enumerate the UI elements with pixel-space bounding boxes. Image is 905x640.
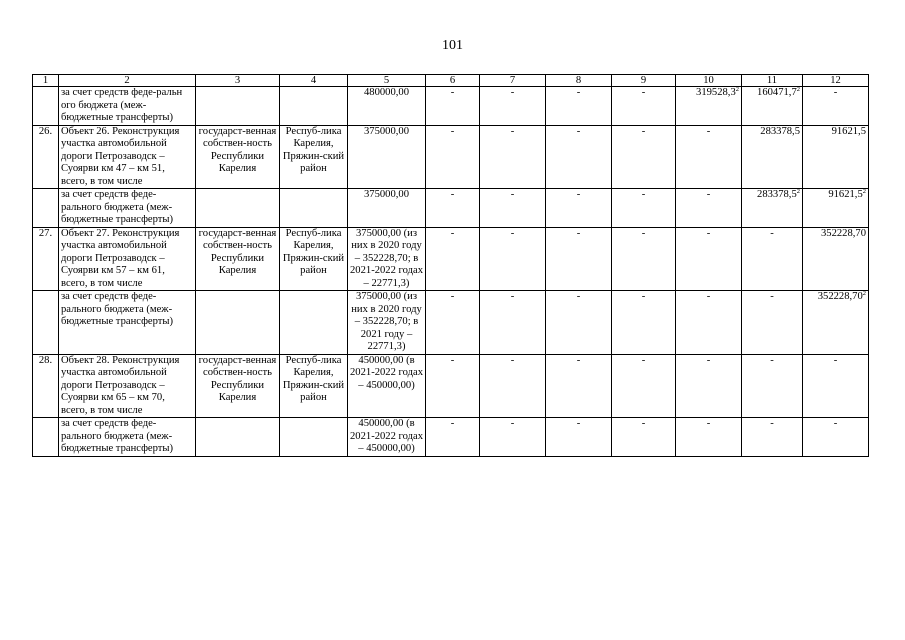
col10-cell: [676, 87, 742, 126]
col11-cell: [742, 227, 803, 291]
col10-text: -: [706, 291, 711, 302]
object-name-text: Объект 27. Реконструкция участка автомобильной дороги Петрозаводск – Суоярви км 57 – км 61, всего, в том числе: [61, 227, 180, 289]
row-number-text: 27.: [38, 227, 53, 239]
footnote-marker: 2: [796, 86, 800, 93]
table-row: [33, 227, 869, 291]
ownership-text: государст-венная собствен-ность Республики Карелия: [198, 227, 277, 276]
col11-text: -: [770, 291, 774, 302]
object-name-text: Объект 28. Реконструкция участка автомобильной дороги Петрозаводск – Суоярви км 65 – км 70, всего, в том числе: [61, 354, 180, 416]
amount-cell: [348, 354, 426, 418]
col10-cell: [676, 125, 742, 189]
col9-cell: [612, 87, 676, 126]
object-name-text: за счет средств феде-рального бюджета (меж-бюджетные трансферты): [61, 189, 174, 225]
amount-cell: [348, 227, 426, 291]
col8-text: -: [576, 125, 581, 137]
col12-cell: [803, 418, 869, 457]
object-name-cell: [59, 354, 196, 418]
col9-text: -: [641, 354, 646, 366]
object-name-text: за счет средств феде-рального бюджета (меж-бюджетные трансферты): [61, 291, 174, 327]
ownership-cell: [196, 418, 280, 457]
col12-cell: [803, 291, 869, 355]
col8-text: -: [576, 227, 581, 239]
amount-text: 375000,00: [363, 125, 410, 137]
amount-text: 480000,00: [363, 87, 410, 98]
col11-text: -: [770, 227, 774, 239]
object-name-cell: [59, 125, 196, 189]
col10-cell: [676, 189, 742, 228]
col12-cell: [803, 227, 869, 291]
ownership-text: государст-венная собствен-ность Республики Карелия: [198, 354, 277, 403]
col8-cell: [546, 189, 612, 228]
col9-text: -: [641, 291, 646, 302]
col11-cell: [742, 418, 803, 457]
col6-cell: [426, 87, 480, 126]
amount-text: 450000,00 (в 2021-2022 годах – 450000,00): [350, 354, 424, 391]
col10-text: 319528,3: [696, 87, 736, 98]
col9-text: -: [641, 125, 646, 137]
col6-text: -: [450, 227, 455, 239]
header-cell: 9: [612, 75, 676, 87]
object-name-cell: [59, 291, 196, 355]
row-number-cell: [33, 418, 59, 457]
col10-text: -: [706, 418, 711, 429]
object-name-cell: [59, 227, 196, 291]
header-cell: 7: [480, 75, 546, 87]
footnote-marker: 2: [735, 86, 739, 93]
amount-text: 450000,00 (в 2021-2022 годах – 450000,00): [350, 418, 424, 454]
header-cell: 5: [348, 75, 426, 87]
ownership-cell: [196, 87, 280, 126]
col12-text: 352228,70: [820, 227, 866, 239]
amount-cell: [348, 291, 426, 355]
col9-text: -: [641, 227, 646, 239]
location-cell: [280, 227, 348, 291]
header-cell: 6: [426, 75, 480, 87]
ownership-cell: [196, 291, 280, 355]
col9-cell: [612, 291, 676, 355]
col9-cell: [612, 418, 676, 457]
col11-text: 283378,5: [760, 125, 800, 137]
table-row: [33, 189, 869, 228]
object-name-text: за счет средств феде-ральн ого бюджета (меж-бюджетные трансферты): [61, 87, 183, 123]
col12-text: -: [833, 87, 838, 98]
col10-text: -: [706, 125, 711, 137]
header-cell: 10: [676, 75, 742, 87]
col9-text: -: [641, 418, 646, 429]
col7-text: -: [510, 125, 515, 137]
header-cell: 1: [33, 75, 59, 87]
col9-text: -: [641, 87, 646, 98]
col8-cell: [546, 291, 612, 355]
object-name-cell: [59, 87, 196, 126]
col12-cell: [803, 125, 869, 189]
col7-cell: [480, 291, 546, 355]
row-number-cell: [33, 291, 59, 355]
col11-cell: [742, 189, 803, 228]
col11-cell: [742, 291, 803, 355]
col7-text: -: [510, 227, 515, 239]
col7-cell: [480, 418, 546, 457]
col9-text: -: [641, 189, 646, 200]
col6-text: -: [450, 354, 455, 366]
col6-text: -: [450, 87, 455, 98]
col10-text: -: [706, 189, 711, 200]
col7-cell: [480, 189, 546, 228]
location-cell: [280, 418, 348, 457]
col10-cell: [676, 418, 742, 457]
col8-text: -: [576, 189, 581, 200]
col6-cell: [426, 125, 480, 189]
col7-text: -: [510, 418, 515, 429]
header-cell: 11: [742, 75, 803, 87]
amount-cell: [348, 87, 426, 126]
amount-cell: [348, 125, 426, 189]
col6-cell: [426, 189, 480, 228]
ownership-cell: [196, 125, 280, 189]
col6-text: -: [450, 418, 455, 429]
header-cell: 3: [196, 75, 280, 87]
col8-text: -: [576, 354, 581, 366]
table-row: [33, 125, 869, 189]
row-number-cell: [33, 354, 59, 418]
table-row: [33, 87, 869, 126]
amount-text: 375000,00: [363, 189, 410, 200]
row-number-cell: [33, 125, 59, 189]
col7-cell: [480, 125, 546, 189]
col7-text: -: [510, 354, 515, 366]
col11-text: -: [770, 418, 774, 429]
col7-text: -: [510, 189, 515, 200]
col12-cell: [803, 354, 869, 418]
col12-text: 91621,5: [831, 125, 866, 137]
row-number-text: 28.: [38, 354, 53, 366]
col12-cell: [803, 87, 869, 126]
header-cell: 8: [546, 75, 612, 87]
ownership-cell: [196, 227, 280, 291]
table-body: [33, 75, 869, 457]
col8-text: -: [576, 418, 581, 429]
table-row: [33, 291, 869, 355]
col7-text: -: [510, 87, 515, 98]
col7-cell: [480, 354, 546, 418]
table-row: [33, 354, 869, 418]
col9-cell: [612, 354, 676, 418]
col12-text: -: [833, 418, 838, 429]
amount-cell: [348, 418, 426, 457]
col8-cell: [546, 125, 612, 189]
col11-cell: [742, 354, 803, 418]
col7-cell: [480, 227, 546, 291]
object-name-text: за счет средств феде-рального бюджета (меж-бюджетные трансферты): [61, 418, 174, 454]
col12-cell: [803, 189, 869, 228]
col10-cell: [676, 291, 742, 355]
location-cell: [280, 125, 348, 189]
footnote-marker: 2: [862, 188, 866, 195]
row-number-text: 26.: [38, 125, 53, 137]
object-name-cell: [59, 189, 196, 228]
col8-cell: [546, 418, 612, 457]
amount-cell: [348, 189, 426, 228]
col6-cell: [426, 227, 480, 291]
footnote-marker: 2: [862, 290, 866, 297]
col10-text: -: [706, 227, 711, 239]
col6-text: -: [450, 125, 455, 137]
col6-cell: [426, 354, 480, 418]
col11-text: -: [770, 354, 774, 366]
col7-text: -: [510, 291, 515, 302]
location-text: Респуб-лика Карелия, Пряжин-ский район: [282, 354, 345, 403]
col10-cell: [676, 227, 742, 291]
col12-text: 352228,70: [817, 291, 863, 302]
col11-cell: [742, 125, 803, 189]
ownership-cell: [196, 354, 280, 418]
footnote-marker: 2: [796, 188, 800, 195]
location-cell: [280, 354, 348, 418]
location-cell: [280, 87, 348, 126]
col12-text: 91621,5: [828, 189, 863, 200]
col9-cell: [612, 227, 676, 291]
col11-text: 160471,7: [757, 87, 797, 98]
object-name-cell: [59, 418, 196, 457]
row-number-cell: [33, 227, 59, 291]
amount-text: 375000,00 (из них в 2020 году – 352228,70; в 2021-2022 годах – 22771,3): [350, 227, 424, 289]
col8-cell: [546, 227, 612, 291]
col6-cell: [426, 418, 480, 457]
col11-text: 283378,5: [757, 189, 797, 200]
col9-cell: [612, 189, 676, 228]
col8-cell: [546, 354, 612, 418]
ownership-cell: [196, 189, 280, 228]
col8-text: -: [576, 87, 581, 98]
header-cell: 2: [59, 75, 196, 87]
header-cell: 12: [803, 75, 869, 87]
table-row: [33, 418, 869, 457]
object-name-text: Объект 26. Реконструкция участка автомобильной дороги Петрозаводск – Суоярви км 47 – км 51, всего, в том числе: [61, 125, 180, 187]
location-cell: [280, 291, 348, 355]
col10-cell: [676, 354, 742, 418]
header-cell: 4: [280, 75, 348, 87]
location-cell: [280, 189, 348, 228]
location-text: Респуб-лика Карелия, Пряжин-ский район: [282, 125, 345, 174]
col7-cell: [480, 87, 546, 126]
col9-cell: [612, 125, 676, 189]
col8-cell: [546, 87, 612, 126]
col6-cell: [426, 291, 480, 355]
col6-text: -: [450, 189, 455, 200]
col12-text: -: [833, 354, 838, 366]
page-number: 101: [442, 38, 463, 53]
amount-text: 375000,00 (из них в 2020 году – 352228,70; в 2021 году – 22771,3): [351, 291, 422, 352]
ownership-text: государст-венная собствен-ность Республики Карелия: [198, 125, 277, 174]
budget-table: [32, 74, 869, 457]
col6-text: -: [450, 291, 455, 302]
col11-cell: [742, 87, 803, 126]
column-number-header-row: [33, 75, 869, 87]
col10-text: -: [706, 354, 711, 366]
row-number-cell: [33, 87, 59, 126]
row-number-cell: [33, 189, 59, 228]
location-text: Респуб-лика Карелия, Пряжин-ский район: [282, 227, 345, 276]
col8-text: -: [576, 291, 581, 302]
